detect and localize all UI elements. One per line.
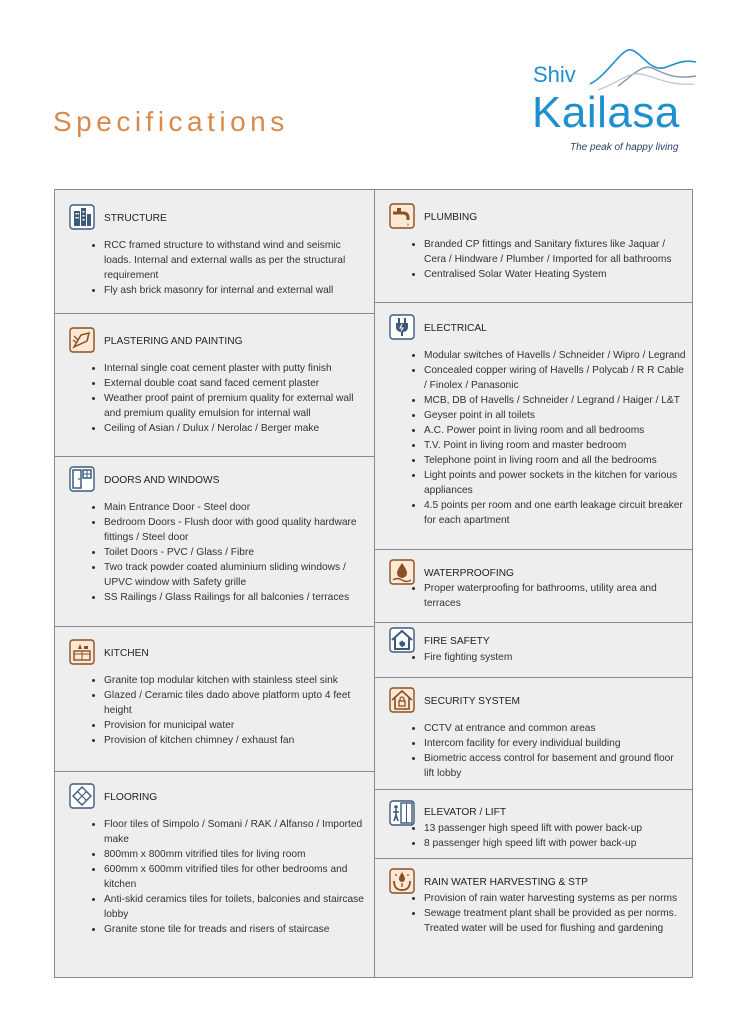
list-item: • A.C. Power point in living room and all bedrooms [424,423,686,438]
section-list [413,891,686,936]
list-item: • Fire fighting system [424,650,686,665]
list-item: • External double coat sand faced cement plaster [104,376,366,391]
list-item: • Floor tiles of Simpolo / Somani / RAK / Alfanso / Imported make [104,817,366,847]
left-column [55,190,375,977]
list-item: • MCB, DB of Havells / Schneider / Legrand / Haiger / L&T [424,393,686,408]
list-item: • Provision for municipal water [104,718,366,733]
list-item: • Ceiling of Asian / Dulux / Nerolac / Berger make [104,421,366,436]
section-list [413,650,686,665]
list-item: • Geyser point in all toilets [424,408,686,423]
list-item: • 8 passenger high speed lift with power back-up [424,836,686,851]
section-electrical [375,303,692,550]
section-list [413,581,686,611]
section-doors-windows [55,457,374,627]
section-title: WATERPROOFING [424,568,514,579]
section-title: PLUMBING [424,212,478,223]
list-item: • Biometric access control for basement and ground floor lift lobby [424,751,686,781]
right-column [375,190,692,977]
section-title: KITCHEN [104,648,149,659]
list-item: • 13 passenger high speed lift with power back-up [424,821,686,836]
brand-logo [530,46,700,158]
section-plastering [55,314,374,457]
specifications-table [54,189,693,978]
list-item: • CCTV at entrance and common areas [424,721,686,736]
section-flooring [55,772,374,977]
list-item: • Intercom facility for every individual building [424,736,686,751]
section-list [93,817,366,937]
list-item: • Telephone point in living room and all the bedrooms [424,453,686,468]
section-title: ELECTRICAL [424,323,487,334]
list-item: • 600mm x 600mm vitrified tiles for other bedrooms and kitchen [104,862,366,892]
section-list [413,721,686,781]
list-item: • 800mm x 800mm vitrified tiles for living room [104,847,366,862]
list-item: • Concealed copper wiring of Havells / Polycab / R R Cable / Finolex / Panasonic [424,363,686,393]
section-title: STRUCTURE [104,213,167,224]
logo-shiv-text: Shiv [533,62,576,87]
tap-icon [389,203,415,229]
list-item: • Bedroom Doors - Flush door with good quality hardware fittings / Steel door [104,515,366,545]
list-item: • Modular switches of Havells / Schneider / Wipro / Legrand [424,348,686,363]
section-list [93,361,366,436]
list-item: • Weather proof paint of premium quality for external wall and premium quality emulsion for internal wall [104,391,366,421]
list-item: • Provision of rain water harvesting systems as per norms [424,891,686,906]
list-item: • Two track powder coated aluminium sliding windows / UPVC window with Safety grille [104,560,366,590]
section-list [413,348,686,528]
page-title: Specifications [53,106,289,137]
list-item: • Main Entrance Door - Steel door [104,500,366,515]
building-icon [69,204,95,230]
section-list [93,238,366,298]
plug-icon [389,314,415,340]
list-item: • Proper waterproofing for bathrooms, utility area and terraces [424,581,686,611]
section-title: RAIN WATER HARVESTING & STP [424,877,588,888]
section-list [413,237,686,282]
list-item: • Toilet Doors - PVC / Glass / Fibre [104,545,366,560]
list-item: • T.V. Point in living room and master bedroom [424,438,686,453]
list-item: • SS Railings / Glass Railings for all balconies / terraces [104,590,366,605]
section-security [375,678,692,790]
section-title: FLOORING [104,792,158,803]
list-item: • 4.5 points per room and one earth leakage circuit breaker for each apartment [424,498,686,528]
section-rainwater [375,859,692,977]
section-title: FIRE SAFETY [424,636,490,647]
section-title: PLASTERING AND PAINTING [104,336,243,347]
section-title: SECURITY SYSTEM [424,696,521,707]
kitchen-icon [69,639,95,665]
list-item: • RCC framed structure to withstand wind and seismic loads. Internal and external walls as per the structural requirement [104,238,366,283]
list-item: • Anti-skid ceramics tiles for toilets, balconies and staircase lobby [104,892,366,922]
list-item: • Fly ash brick masonry for internal and external wall [104,283,366,298]
tiles-icon [69,783,95,809]
section-elevator [375,790,692,859]
list-item: • Centralised Solar Water Heating System [424,267,686,282]
list-item: • Granite top modular kitchen with stainless steel sink [104,673,366,688]
section-title: ELEVATOR / LIFT [424,807,507,818]
section-fire-safety [375,623,692,678]
logo-tagline: The peak of happy living [570,142,679,153]
section-waterproofing [375,550,692,623]
list-item: • Sewage treatment plant shall be provided as per norms. Treated water will be used for flushing and gardening [424,906,686,936]
list-item: • Internal single coat cement plaster with putty finish [104,361,366,376]
section-title: DOORS AND WINDOWS [104,475,220,486]
mountain-logo-icon [588,46,698,94]
section-structure [55,190,374,314]
section-list [93,673,366,748]
door-window-icon [69,466,95,492]
logo-kailasa-text: Kailasa [532,88,680,137]
list-item: • Glazed / Ceramic tiles dado above platform upto 4 feet height [104,688,366,718]
lock-house-icon [389,687,415,713]
section-plumbing [375,190,692,303]
section-list [93,500,366,605]
section-kitchen [55,627,374,772]
section-list [413,821,686,851]
list-item: • Branded CP fittings and Sanitary fixtures like Jaquar / Cera / Hindware / Plumber / Imported for all bathrooms [424,237,686,267]
list-item: • Light points and power sockets in the kitchen for various appliances [424,468,686,498]
list-item: • Provision of kitchen chimney / exhaust fan [104,733,366,748]
list-item: • Granite stone tile for treads and risers of staircase [104,922,366,937]
paint-roller-icon [69,327,95,353]
